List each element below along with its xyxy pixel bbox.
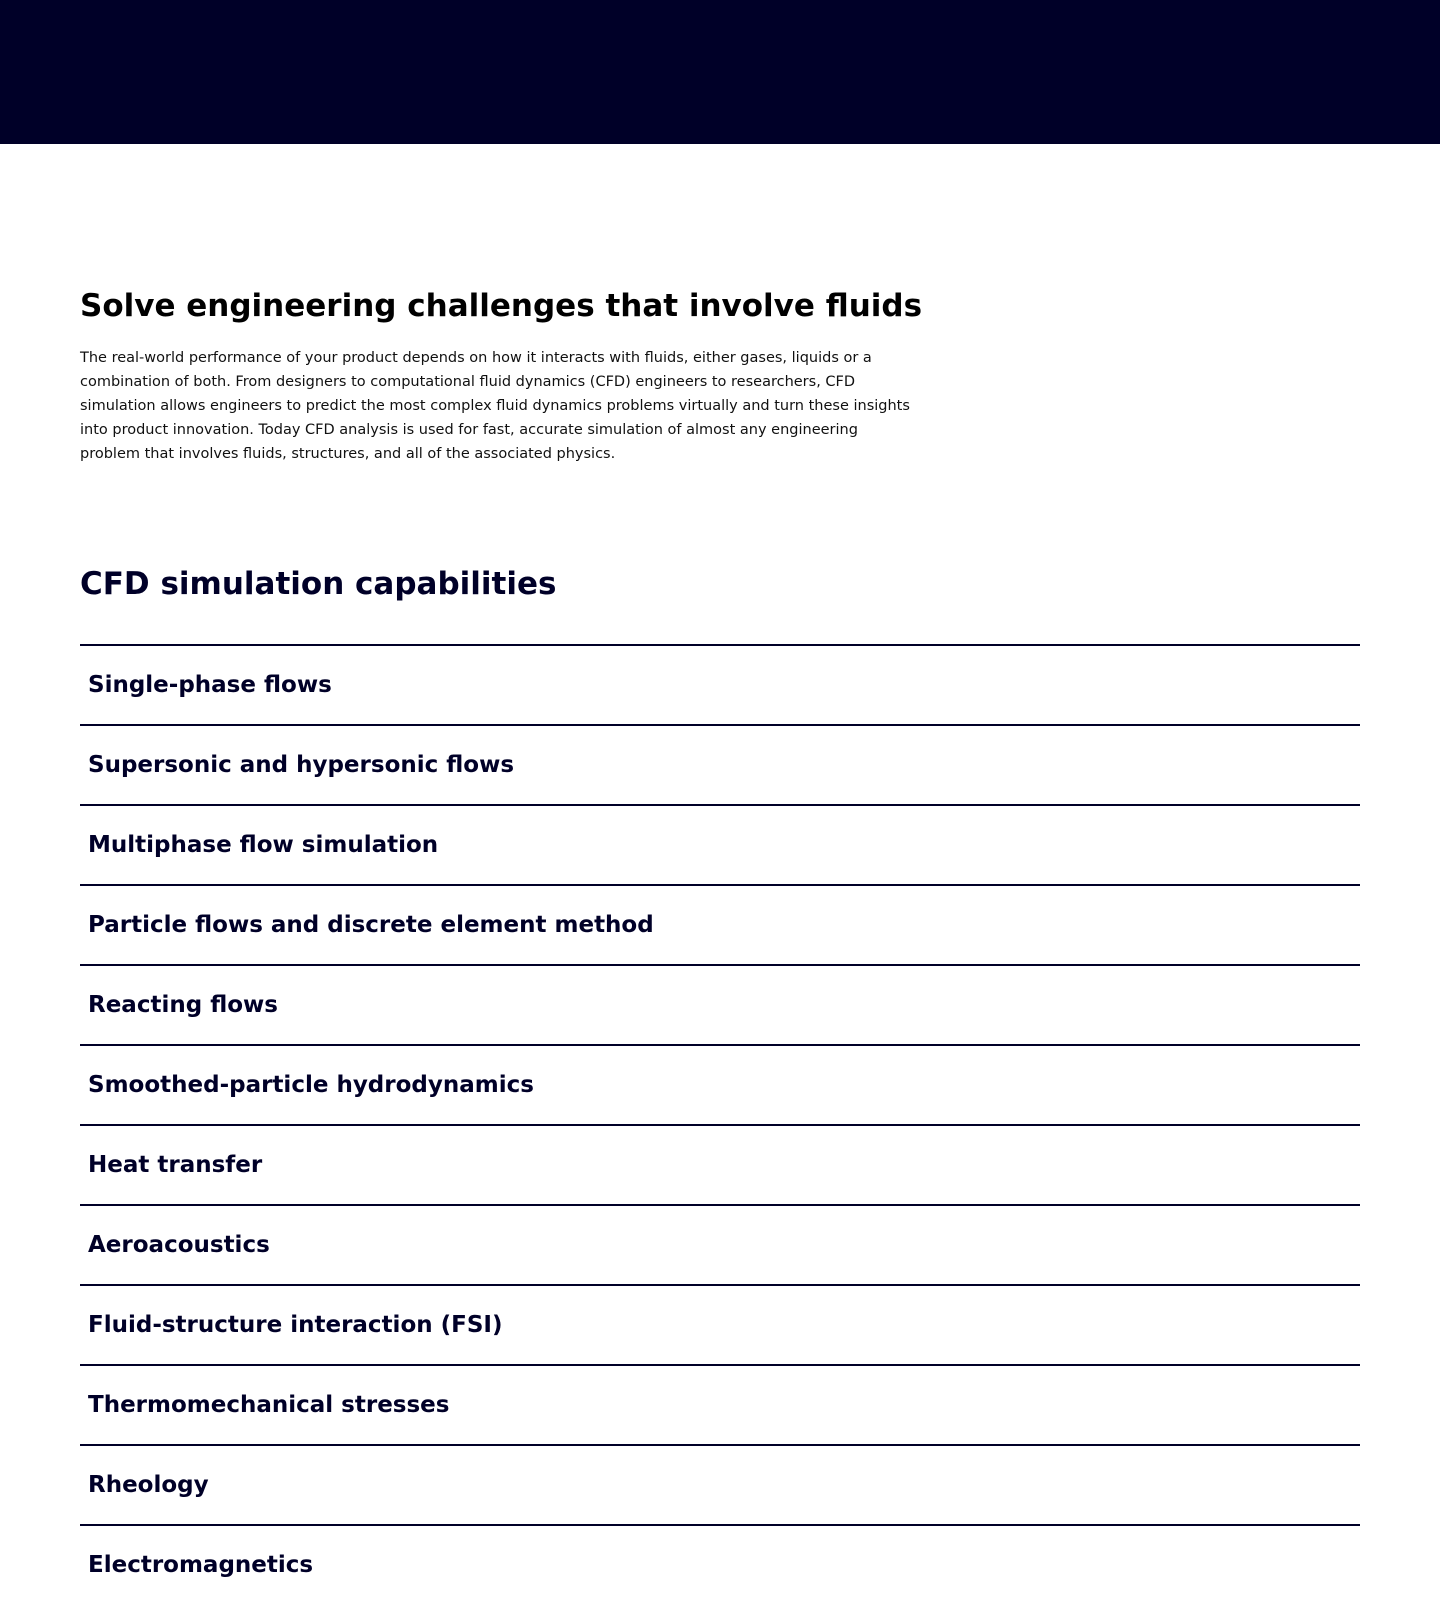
accordion-item-label: Thermomechanical stresses <box>88 1392 450 1418</box>
capabilities-section <box>80 564 1360 1600</box>
accordion-item-label: Single-phase flows <box>88 672 332 698</box>
accordion-item-label: Reacting flows <box>88 992 278 1018</box>
accordion-item-label: Electromagnetics <box>88 1552 314 1578</box>
accordion-item-aeroacoustics[interactable] <box>80 1204 1360 1284</box>
capabilities-accordion <box>80 644 1360 1600</box>
accordion-item-label: Supersonic and hypersonic flows <box>88 752 515 778</box>
intro-section <box>80 286 1360 466</box>
accordion-item-label: Smoothed-particle hydrodynamics <box>88 1072 534 1098</box>
accordion-item-single-phase-flows[interactable] <box>80 644 1360 724</box>
intro-title: Solve engineering challenges that involve fluids <box>80 288 923 324</box>
accordion-item-supersonic-hypersonic-flows[interactable] <box>80 724 1360 804</box>
accordion-item-label: Fluid-structure interaction (FSI) <box>88 1312 503 1338</box>
accordion-item-rheology[interactable] <box>80 1444 1360 1524</box>
accordion-item-reacting-flows[interactable] <box>80 964 1360 1044</box>
accordion-item-label: Rheology <box>88 1472 209 1498</box>
accordion-item-particle-flows-dem[interactable] <box>80 884 1360 964</box>
capabilities-title: CFD simulation capabilities <box>80 566 557 602</box>
accordion-item-fsi[interactable] <box>80 1284 1360 1364</box>
intro-paragraph: The real-world performance of your product depends on how it interacts with fluids, either gases, liquids or a combination of both. From designers to computational fluid dynamics (CFD) engineers to researchers, CFD simulation allows engineers to predict the most complex fluid dynamics problems virtually and turn these insights into product innovation. Today CFD analysis is used for fast, accurate simulation of almost any engineering problem that involves fluids, structures, and all of the associated physics. <box>80 350 910 462</box>
main-content <box>0 286 1440 1600</box>
accordion-item-label: Particle flows and discrete element method <box>88 912 654 938</box>
accordion-item-electromagnetics[interactable] <box>80 1524 1360 1600</box>
accordion-item-label: Aeroacoustics <box>88 1232 270 1258</box>
accordion-item-multiphase-flow-simulation[interactable] <box>80 804 1360 884</box>
accordion-item-label: Heat transfer <box>88 1152 263 1178</box>
accordion-item-thermomechanical-stresses[interactable] <box>80 1364 1360 1444</box>
accordion-item-label: Multiphase flow simulation <box>88 832 439 858</box>
accordion-item-sph[interactable] <box>80 1044 1360 1124</box>
top-banner <box>0 0 1440 144</box>
accordion-item-heat-transfer[interactable] <box>80 1124 1360 1204</box>
